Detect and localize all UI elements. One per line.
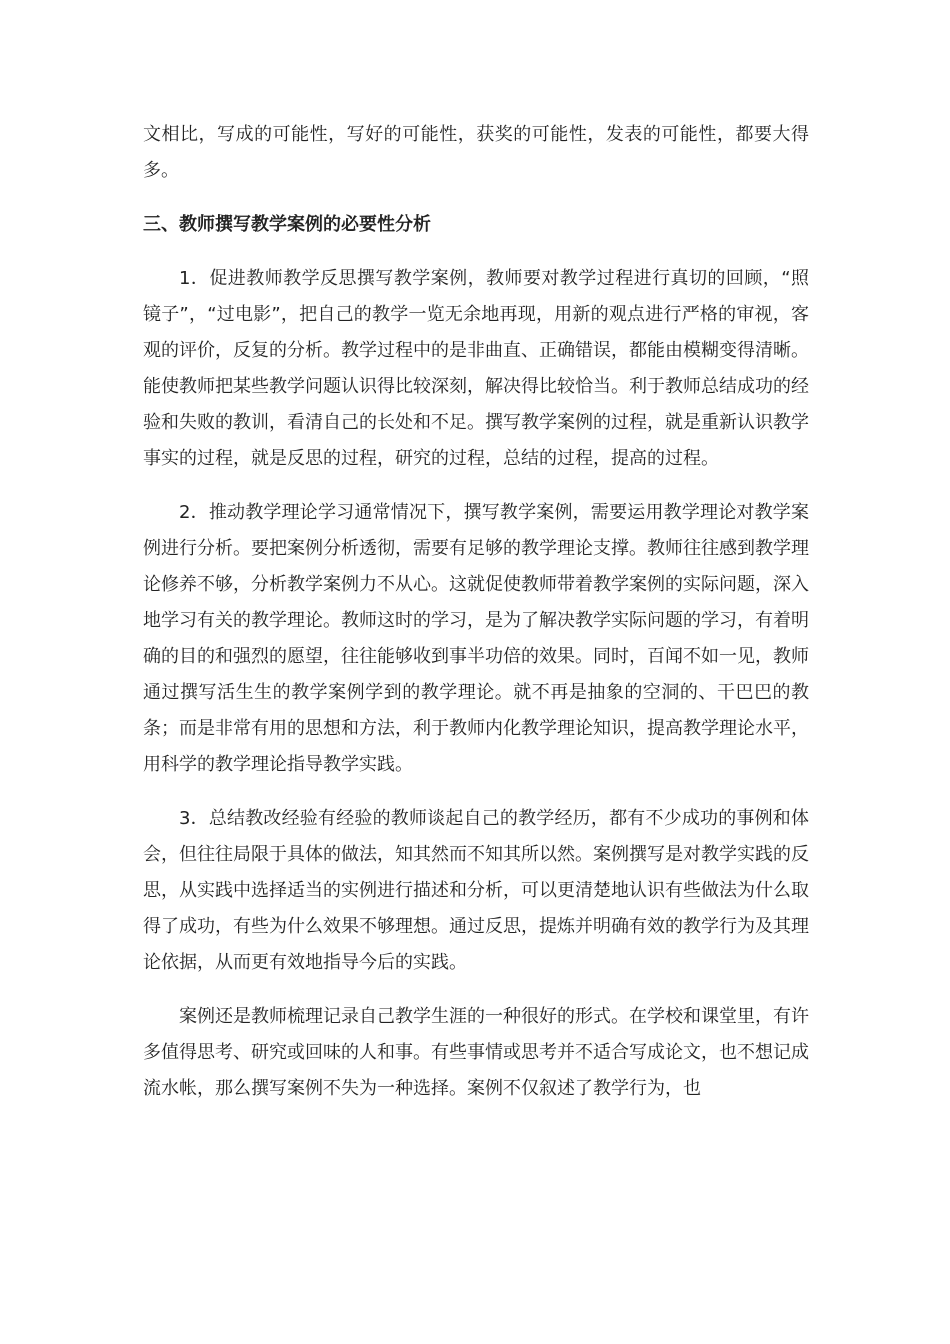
document-body <box>143 117 809 1125</box>
paragraph-reform-experience: 3．总结教改经验有经验的教师谈起自己的教学经历，都有不少成功的事例和体会，但往往局限于具体的做法，知其然而不知其所以然。案例撰写是对教学实践的反思，从实践中选择适当的实例进行描述和分析，可以更清楚地认识有些做法为什么取得了成功，有些为什么效果不够理想。通过反思，提炼并明确有效的教学行为及其理论依据，从而更有效地指导今后的实践。 <box>143 808 809 973</box>
paragraph-career-record: 案例还是教师梳理记录自己教学生涯的一种很好的形式。在学校和课堂里，有许多值得思考、研究或回味的人和事。有些事情或思考并不适合写成论文，也不想记成流水帐，那么撰写案例不失为一种选择。案例不仅叙述了教学行为，也 <box>143 1006 809 1099</box>
section-heading: 三、教师撰写教学案例的必要性分析 <box>143 214 431 235</box>
paragraph-teaching-reflection: 1．促进教师教学反思撰写教学案例，教师要对教学过程进行真切的回顾，“照镜子”，“过电影”，把自己的教学一览无余地再现，用新的观点进行严格的审视，客观的评价，反复的分析。教学过程中的是非曲直、正确错误，都能由模糊变得清晰。能使教师把某些教学问题认识得比较深刻，解决得比较恰当。利于教师总结成功的经验和失败的教训，看清自己的长处和不足。撰写教学案例的过程，就是重新认识教学事实的过程，就是反思的过程，研究的过程，总结的过程，提高的过程。 <box>143 268 809 469</box>
paragraph-theory-learning: 2．推动教学理论学习通常情况下，撰写教学案例，需要运用教学理论对教学案例进行分析。要把案例分析透彻，需要有足够的教学理论支撑。教师往往感到教学理论修养不够，分析教学案例力不从心。这就促使教师带着教学案例的实际问题，深入地学习有关的教学理论。教师这时的学习，是为了解决教学实际问题的学习，有着明确的目的和强烈的愿望，往往能够收到事半功倍的效果。同时，百闻不如一见，教师通过撰写活生生的教学案例学到的教学理论。就不再是抽象的空洞的、干巴巴的教条；而是非常有用的思想和方法，利于教师内化教学理论知识，提高教学理论水平，用科学的教学理论指导教学实践。 <box>143 502 809 775</box>
paragraph-continued: 文相比，写成的可能性，写好的可能性，获奖的可能性，发表的可能性，都要大得多。 <box>143 124 809 181</box>
